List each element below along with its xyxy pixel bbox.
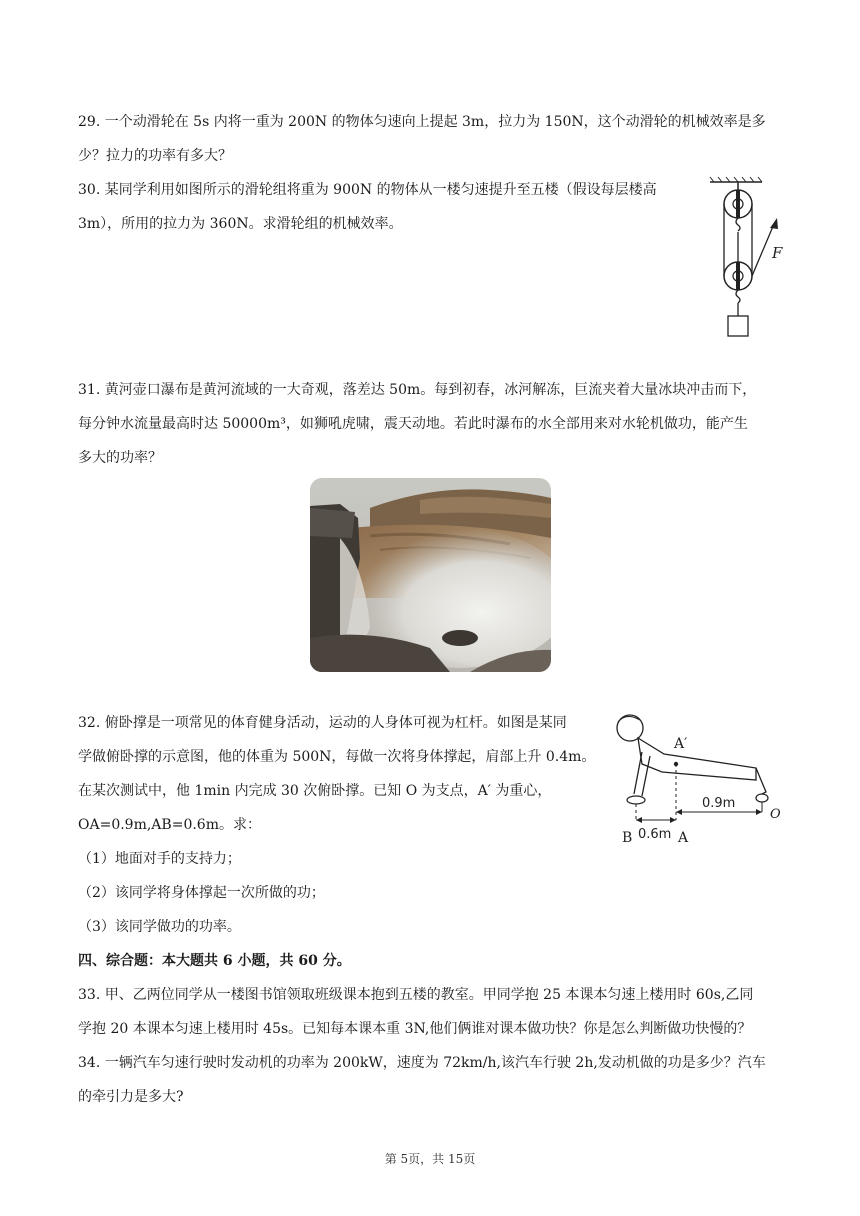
label-dist-oa: 0.9m <box>702 796 736 811</box>
label-a: A <box>678 830 689 846</box>
waterfall-photo <box>310 478 551 672</box>
label-a-prime: A′ <box>674 736 688 752</box>
force-label: F <box>772 244 783 262</box>
q32-line3: 在某次测试中，他 1min 内完成 30 次俯卧撑。已知 O 为支点，A′ 为重心， <box>78 783 552 799</box>
q32-sub3: （3）该同学做功的功率。 <box>78 919 241 935</box>
label-o: O <box>770 807 781 822</box>
q31-line3: 多大的功率？ <box>78 450 162 466</box>
q33-line2: 学抱 20 本课本匀速上楼用时 45s。已知每本课本重 3N,他们俩谁对课本做功快？你是怎么判断做功快慢的？ <box>78 1021 752 1037</box>
q29-line1: 29. 一个动滑轮在 5s 内将一重为 200N 的物体匀速向上提起 3m，拉力为 150N，这个动滑轮的机械效率是多 <box>78 114 766 130</box>
pulley-system-figure <box>700 176 790 342</box>
q31-line2: 每分钟水流量最高时达 50000m³，如狮吼虎啸，震天动地。若此时瀑布的水全部用来对水轮机做功，能产生 <box>78 416 748 432</box>
q33-line1: 33. 甲、乙两位同学从一楼图书馆领取班级课本抱到五楼的教室。甲同学抱 25 本课本匀速上楼用时 60s,乙同 <box>78 987 754 1003</box>
q32-line1: 32. 俯卧撑是一项常见的体育健身活动，运动的人身体可视为杠杆。如图是某同 <box>78 715 567 731</box>
pushup-lever-figure <box>606 708 788 848</box>
q34-line2: 的牵引力是多大? <box>78 1089 184 1105</box>
q32-sub2: （2）该同学将身体撑起一次所做的功； <box>78 885 325 901</box>
section4-heading: 四、综合题：本大题共 6 小题，共 60 分。 <box>78 953 351 969</box>
q32-sub1: （1）地面对手的支持力； <box>78 851 241 867</box>
q32-line2: 学做俯卧撑的示意图，他的体重为 500N，每做一次将身体撑起，肩部上升 0.4m。 <box>78 749 596 765</box>
label-b: B <box>622 830 633 846</box>
q29-line2: 少？拉力的功率有多大？ <box>78 148 232 164</box>
q30-line2: 3m），所用的拉力为 360N。求滑轮组的机械效率。 <box>78 216 403 232</box>
q32-line4: OA=0.9m,AB=0.6m。求： <box>78 817 261 833</box>
label-dist-ab: 0.6m <box>638 827 672 842</box>
q34-line1: 34. 一辆汽车匀速行驶时发动机的功率为 200kW，速度为 72km/h,该汽车行驶 2h,发动机做的功是多少？汽车 <box>78 1055 766 1071</box>
q30-line1: 30. 某同学利用如图所示的滑轮组将重为 900N 的物体从一楼匀速提升至五楼（假设每层楼高 <box>78 182 657 198</box>
page-number-footer: 第 5页，共 15页 <box>384 1152 476 1166</box>
q31-line1: 31. 黄河壶口瀑布是黄河流域的一大奇观，落差达 50m。每到初春，冰河解冻，巨流夹着大量冰块冲击而下， <box>78 382 757 398</box>
